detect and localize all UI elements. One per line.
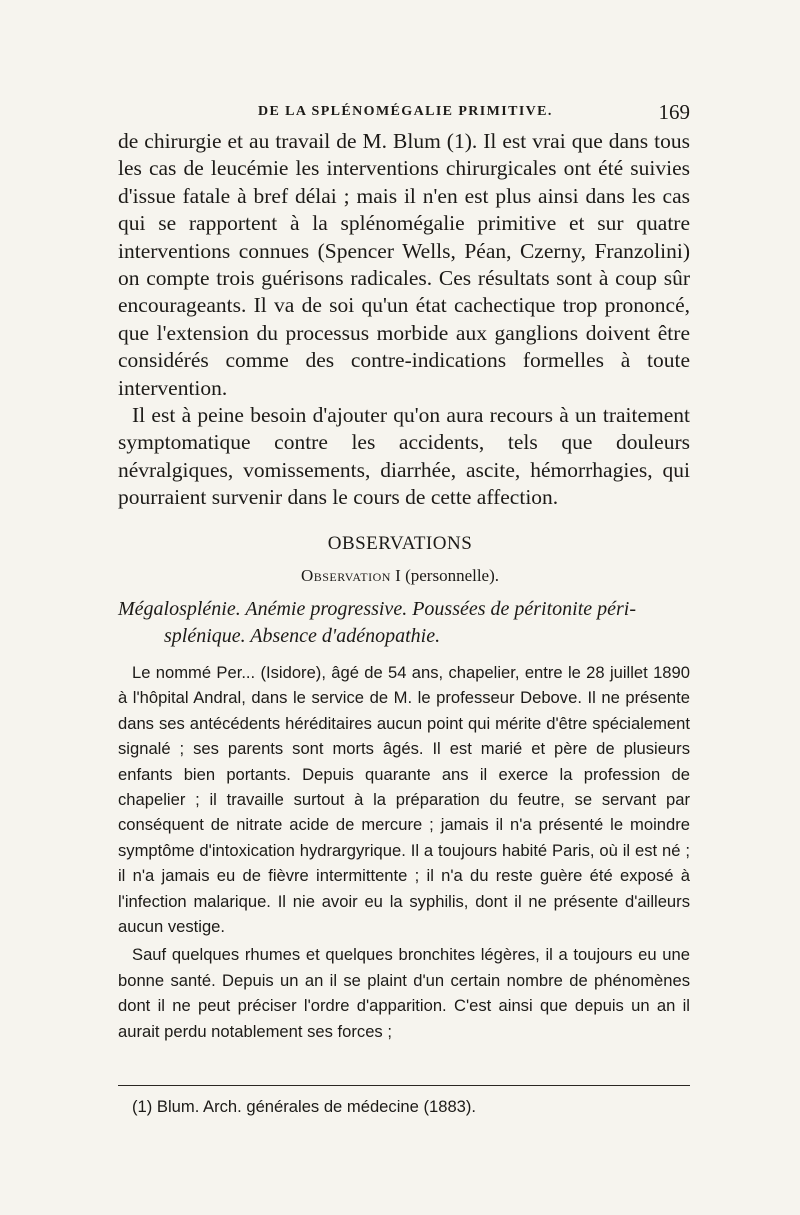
subtitle-line: splénique. Absence d'adénopathie. — [164, 625, 441, 647]
footnote: (1) Blum. Arch. générales de médecine (1883). — [132, 1097, 477, 1116]
main-text — [118, 128, 690, 512]
running-title: DE LA SPLÉNOMÉGALIE PRIMITIVE. — [258, 104, 553, 119]
paragraph: de chirurgie et au travail de M. Blum (1). Il est vrai que dans tous les cas de leucémie les interventions chirurgicales ont été suivies d'issue fatale à bref délai ; mais il n'en est plus ainsi dans les cas qui se rapportent à la splénomégalie primitive et sur quatre interventions connues (Spencer Wells, Péan, Czerny, Franzolini) on compte trois guérisons radicales. Ces résultats sont à coup sûr encourageants. Il va de soi qu'un état cachectique trop prononcé, que l'extension du processus morbide aux ganglions doivent être considérés comme des contre-indications formelles à toute intervention. — [118, 129, 690, 400]
observation-label: Observation — [300, 566, 391, 585]
footnote-divider — [118, 1085, 690, 1086]
page-number: 169 — [658, 100, 690, 124]
case-paragraph: Sauf quelques rhumes et quelques bronchites légères, il a toujours eu une bonne santé. Depuis un an il se plaint d'un certain nombre de phénomènes dont il ne peut préciser l'ordre d'apparition. C'est ainsi que depuis un an il aurait perdu notablement ses forces ; — [118, 945, 690, 1041]
section-heading: OBSERVATIONS — [327, 533, 473, 554]
case-paragraph: Le nommé Per... (Isidore), âgé de 54 ans, chapelier, entre le 28 juillet 1890 à l'hôpital Andral, dans le service de M. le professeur Debove. Il ne présente dans ses antécédents héréditaires aucun point qui mérite d'être spécialement signalé ; ses parents sont morts âgés. Il est marié et père de plusieurs enfants bien portants. Depuis quarante ans il exerce la profession de chapelier ; il travaille surtout à la préparation du feutre, se servant par conséquent de nitrate acide de mercure ; jamais il n'a présenté le moindre symptôme d'intoxication hydrargyrique. Il a toujours habité Paris, où il est né ; il n'a jamais eu de fièvre intermittente ; il n'a du reste guère été exposé à l'infection malarique. Il nie avoir eu la syphilis, dont il ne présente d'ailleurs aucun vestige. — [118, 663, 690, 937]
observation-number: I (personnelle). — [395, 566, 500, 585]
running-head — [118, 100, 690, 126]
observation-subtitle — [118, 596, 690, 650]
case-report — [118, 660, 690, 1044]
paragraph: Il est à peine besoin d'ajouter qu'on aura recours à un traitement symptomatique contre les accidents, tels que douleurs névralgiques, vomissements, diarrhée, ascite, hémorrhagies, qui pourraient survenir dans le cours de cette affection. — [118, 403, 690, 510]
observation-heading — [0, 566, 800, 586]
subtitle-line: Mégalosplénie. Anémie progressive. Poussées de péritonite péri- — [118, 598, 637, 620]
